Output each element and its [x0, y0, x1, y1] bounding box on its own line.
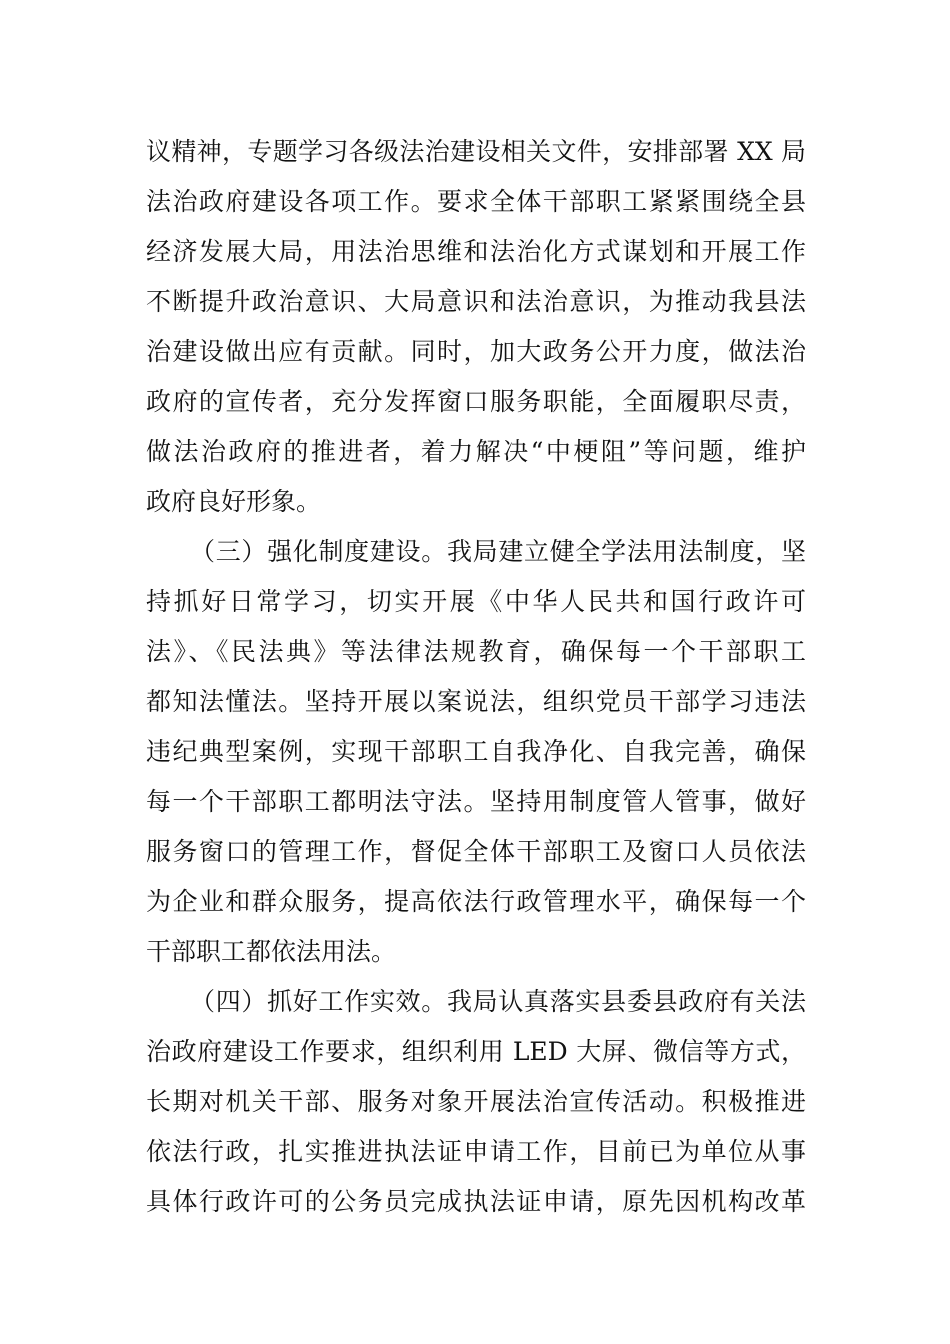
text-line: 违纪典型案例，实现干部职工自我净化、自我完善，确保 — [146, 737, 806, 766]
text-line: 持抓好日常学习，切实开展《中华人民共和国行政许可 — [146, 587, 806, 616]
document-body — [146, 127, 806, 1227]
text-line: 都知法懂法。坚持开展以案说法，组织党员干部学习违法 — [146, 687, 806, 716]
text-line: 依法行政，扎实推进执法证申请工作，目前已为单位从事 — [146, 1137, 806, 1166]
text-line: 干部职工都依法用法。 — [146, 937, 397, 966]
text-line: 治建设做出应有贡献。同时，加大政务公开力度，做法治 — [146, 337, 806, 366]
text-line: 做法治政府的推进者，着力解决“中梗阻”等问题，维护 — [146, 437, 806, 466]
text-line: 每一个干部职工都明法守法。坚持用制度管人管事，做好 — [146, 787, 806, 816]
text-line: 长期对机关干部、服务对象开展法治宣传活动。积极推进 — [146, 1087, 806, 1116]
text-line: 法》、《民法典》等法律法规教育，确保每一个干部职工 — [146, 637, 806, 666]
text-line: 政府的宣传者，充分发挥窗口服务职能，全面履职尽责， — [146, 387, 806, 416]
section-heading-line: （四）抓好工作实效。我局认真落实县委县政府有关法 — [190, 987, 806, 1016]
text-line: 服务窗口的管理工作，督促全体干部职工及窗口人员依法 — [146, 837, 806, 866]
section-heading-line: （三）强化制度建设。我局建立健全学法用法制度，坚 — [190, 537, 806, 566]
text-line: 政府良好形象。 — [146, 487, 322, 516]
text-line: 法治政府建设各项工作。要求全体干部职工紧紧围绕全县 — [146, 187, 806, 216]
text-line: 议精神，专题学习各级法治建设相关文件，安排部署 XX 局 — [146, 137, 806, 166]
text-line: 为企业和群众服务，提高依法行政管理水平，确保每一个 — [146, 887, 806, 916]
text-line: 不断提升政治意识、大局意识和法治意识，为推动我县法 — [146, 287, 806, 316]
text-line: 具体行政许可的公务员完成执法证申请，原先因机构改革 — [146, 1187, 806, 1216]
text-line: 经济发展大局，用法治思维和法治化方式谋划和开展工作 — [146, 237, 806, 266]
text-line: 治政府建设工作要求，组织利用 LED 大屏、微信等方式， — [146, 1037, 806, 1066]
